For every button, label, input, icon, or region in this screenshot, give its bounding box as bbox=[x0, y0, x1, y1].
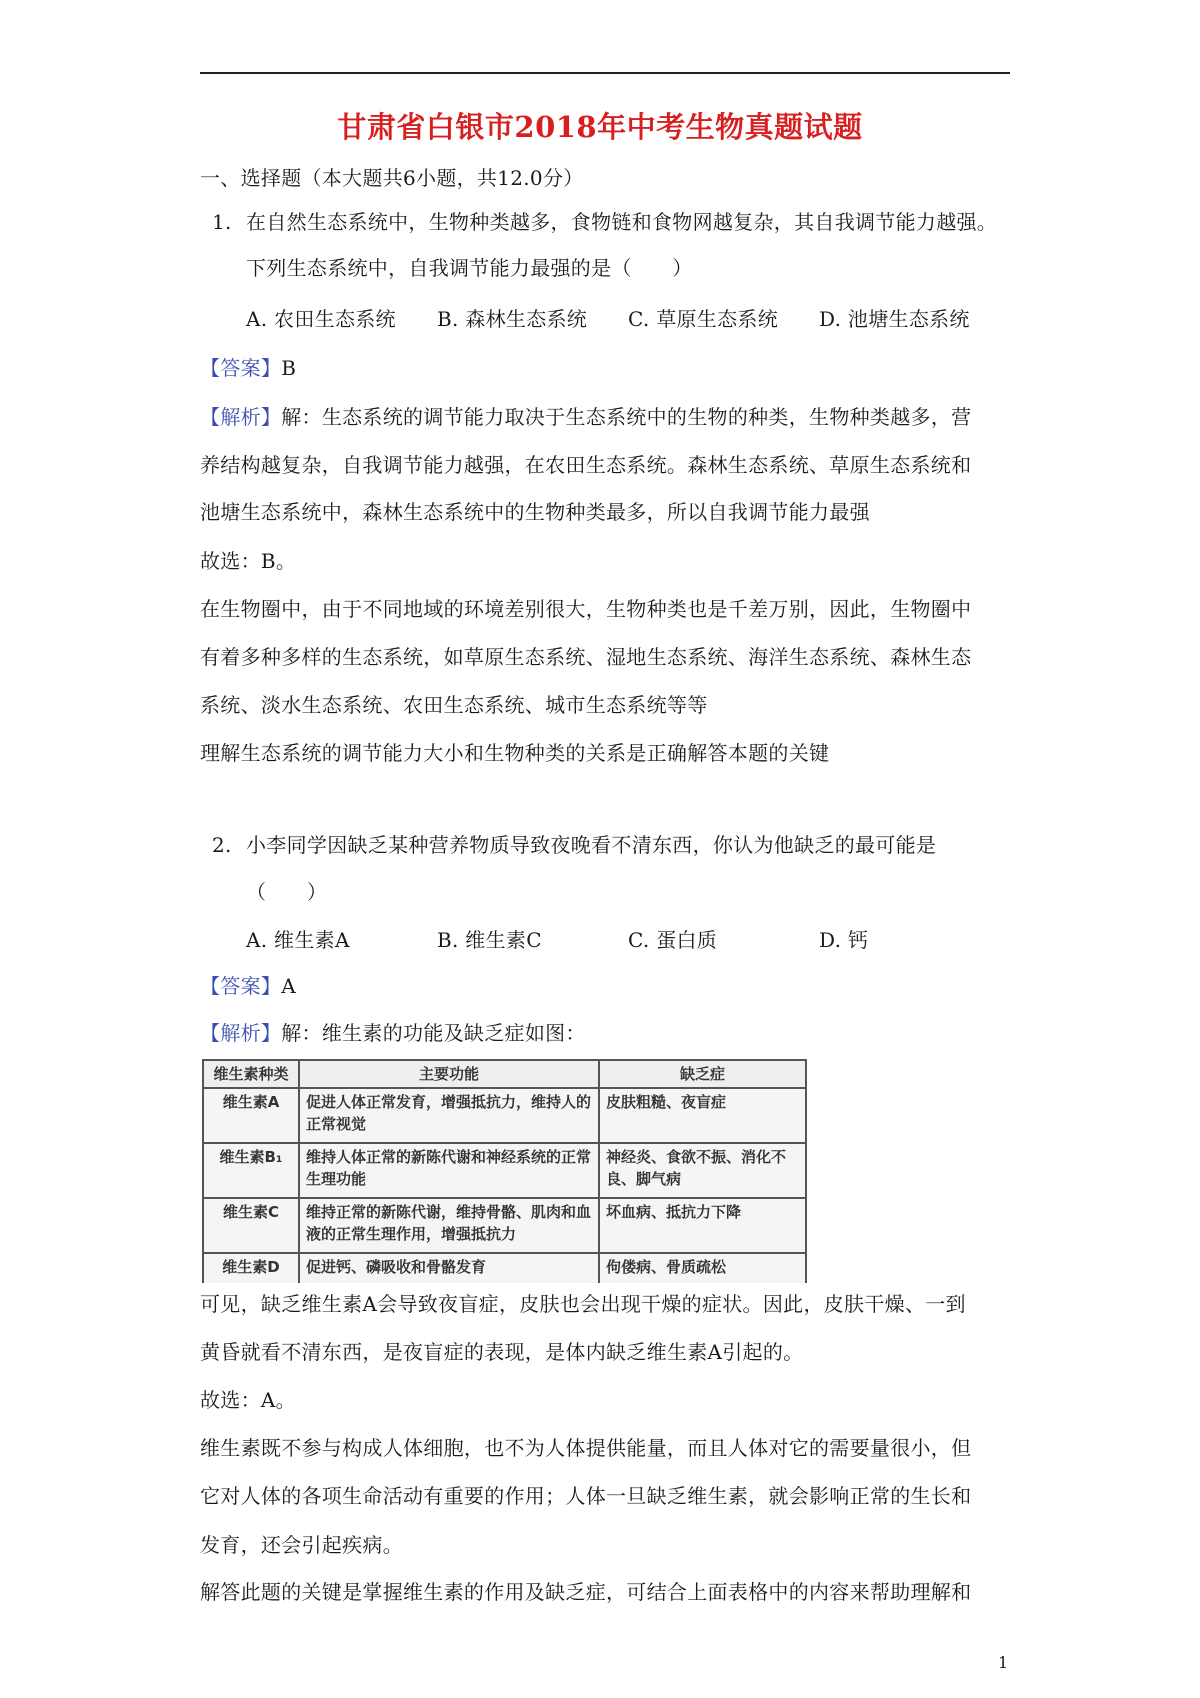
q2-option-c: C. 蛋白质 bbox=[628, 928, 718, 952]
page-number: 1 bbox=[998, 1653, 1009, 1672]
q1-analysis-line1 bbox=[200, 405, 971, 429]
table-cell-function: 维持人体正常的新陈代谢和神经系统的正常生理功能 bbox=[299, 1143, 599, 1198]
q2-option-b: B. 维生素C bbox=[437, 928, 542, 952]
q2-option-a: A. 维生素A bbox=[246, 928, 350, 952]
q2-answer-line bbox=[200, 974, 296, 998]
header-rule bbox=[200, 72, 1010, 74]
answer-label: 答案 bbox=[220, 974, 261, 998]
table-cell-name: 维生素D bbox=[203, 1253, 299, 1283]
q1-number: 1. bbox=[212, 210, 232, 234]
q2-analysis-line: 故选：A。 bbox=[200, 1388, 296, 1412]
answer-label: 答案 bbox=[220, 356, 261, 380]
vitamin-table bbox=[202, 1059, 807, 1283]
bracket-open: 【 bbox=[200, 356, 221, 380]
q2-analysis-line: 它对人体的各项生命活动有重要的作用；人体一旦缺乏维生素，就会影响正常的生长和 bbox=[200, 1484, 972, 1508]
q1-stem-line1: 在自然生态系统中，生物种类越多，食物链和食物网越复杂，其自我调节能力越强。 bbox=[246, 210, 998, 234]
q2-analysis-line: 可见，缺乏维生素A会导致夜盲症，皮肤也会出现干燥的症状。因此，皮肤干燥、一到 bbox=[200, 1292, 966, 1316]
bracket-close: 】 bbox=[260, 1021, 282, 1045]
analysis-label: 解析 bbox=[220, 1021, 261, 1045]
table-cell-deficiency: 皮肤粗糙、夜盲症 bbox=[599, 1088, 806, 1143]
table-cell-deficiency: 佝偻病、骨质疏松 bbox=[599, 1253, 806, 1283]
q2-analysis-line: 解答此题的关键是掌握维生素的作用及缺乏症，可结合上面表格中的内容来帮助理解和 bbox=[200, 1580, 972, 1604]
q2-option-d: D. 钙 bbox=[819, 928, 869, 952]
q2-analysis-line: 发育，还会引起疾病。 bbox=[200, 1533, 403, 1557]
table-cell-function: 维持正常的新陈代谢，维持骨骼、肌肉和血液的正常生理作用，增强抵抗力 bbox=[299, 1198, 599, 1253]
q2-stem-line2: （ ） bbox=[246, 880, 328, 904]
section-heading: 一、选择题（本大题共6小题，共12.0分） bbox=[200, 166, 584, 190]
q1-option-d: D. 池塘生态系统 bbox=[819, 307, 970, 331]
q1-answer-line bbox=[200, 356, 296, 380]
q1-analysis-line: 故选：B。 bbox=[200, 549, 297, 573]
table-header: 缺乏症 bbox=[599, 1060, 806, 1088]
bracket-open: 【 bbox=[200, 405, 221, 429]
table-row bbox=[203, 1143, 806, 1198]
bracket-open: 【 bbox=[200, 1021, 221, 1045]
table-header: 主要功能 bbox=[299, 1060, 599, 1088]
bracket-close: 】 bbox=[260, 405, 282, 429]
table-cell-function: 促进钙、磷吸收和骨骼发育 bbox=[299, 1253, 599, 1283]
q2-analysis-line: 维生素既不参与构成人体细胞，也不为人体提供能量，而且人体对它的需要量很小，但 bbox=[200, 1436, 972, 1460]
page-title: 甘肃省白银市2018年中考生物真题试题 bbox=[337, 110, 863, 144]
q1-analysis-line: 有着多种多样的生态系统，如草原生态系统、湿地生态系统、海洋生态系统、森林生态 bbox=[200, 645, 972, 669]
table-header-row bbox=[203, 1060, 806, 1088]
table-cell-function: 促进人体正常发育，增强抵抗力，维持人的正常视觉 bbox=[299, 1088, 599, 1143]
q1-answer-value: B bbox=[281, 356, 297, 380]
q1-analysis-text: 解：生态系统的调节能力取决于生态系统中的生物的种类，生物种类越多，营 bbox=[281, 405, 972, 429]
analysis-label: 解析 bbox=[220, 405, 261, 429]
q2-analysis-line1 bbox=[200, 1021, 586, 1045]
q2-analysis-line: 黄昏就看不清东西，是夜盲症的表现，是体内缺乏维生素A引起的。 bbox=[200, 1340, 804, 1364]
table-cell-name: 维生素A bbox=[203, 1088, 299, 1143]
q1-analysis-line: 系统、淡水生态系统、农田生态系统、城市生态系统等等 bbox=[200, 693, 708, 717]
table-cell-deficiency: 神经炎、食欲不振、消化不良、脚气病 bbox=[599, 1143, 806, 1198]
q2-answer-value: A bbox=[281, 974, 296, 998]
table-cell-name: 维生素B₁ bbox=[203, 1143, 299, 1198]
bracket-close: 】 bbox=[260, 356, 282, 380]
q1-analysis-line: 池塘生态系统中，森林生态系统中的生物种类最多，所以自我调节能力最强 bbox=[200, 500, 870, 524]
table-cell-name: 维生素C bbox=[203, 1198, 299, 1253]
q1-option-b: B. 森林生态系统 bbox=[437, 307, 588, 331]
table-header: 维生素种类 bbox=[203, 1060, 299, 1088]
q1-analysis-line: 理解生态系统的调节能力大小和生物种类的关系是正确解答本题的关键 bbox=[200, 741, 830, 765]
bracket-close: 】 bbox=[260, 974, 282, 998]
bracket-open: 【 bbox=[200, 974, 221, 998]
table-row bbox=[203, 1253, 806, 1283]
table-cell-deficiency: 坏血病、抵抗力下降 bbox=[599, 1198, 806, 1253]
q1-stem-line2: 下列生态系统中，自我调节能力最强的是（ ） bbox=[246, 256, 693, 280]
q1-analysis-line: 在生物圈中，由于不同地域的环境差别很大，生物种类也是千差万别，因此，生物圈中 bbox=[200, 597, 972, 621]
q2-stem-line1: 小李同学因缺乏某种营养物质导致夜晚看不清东西，你认为他缺乏的最可能是 bbox=[246, 833, 937, 857]
table-row bbox=[203, 1198, 806, 1253]
q1-option-c: C. 草原生态系统 bbox=[628, 307, 779, 331]
q2-number: 2. bbox=[212, 833, 232, 857]
table-row bbox=[203, 1088, 806, 1143]
q1-analysis-line: 养结构越复杂，自我调节能力越强，在农田生态系统。森林生态系统、草原生态系统和 bbox=[200, 453, 972, 477]
q1-option-a: A. 农田生态系统 bbox=[246, 307, 396, 331]
q2-analysis-text: 解：维生素的功能及缺乏症如图： bbox=[281, 1021, 586, 1045]
